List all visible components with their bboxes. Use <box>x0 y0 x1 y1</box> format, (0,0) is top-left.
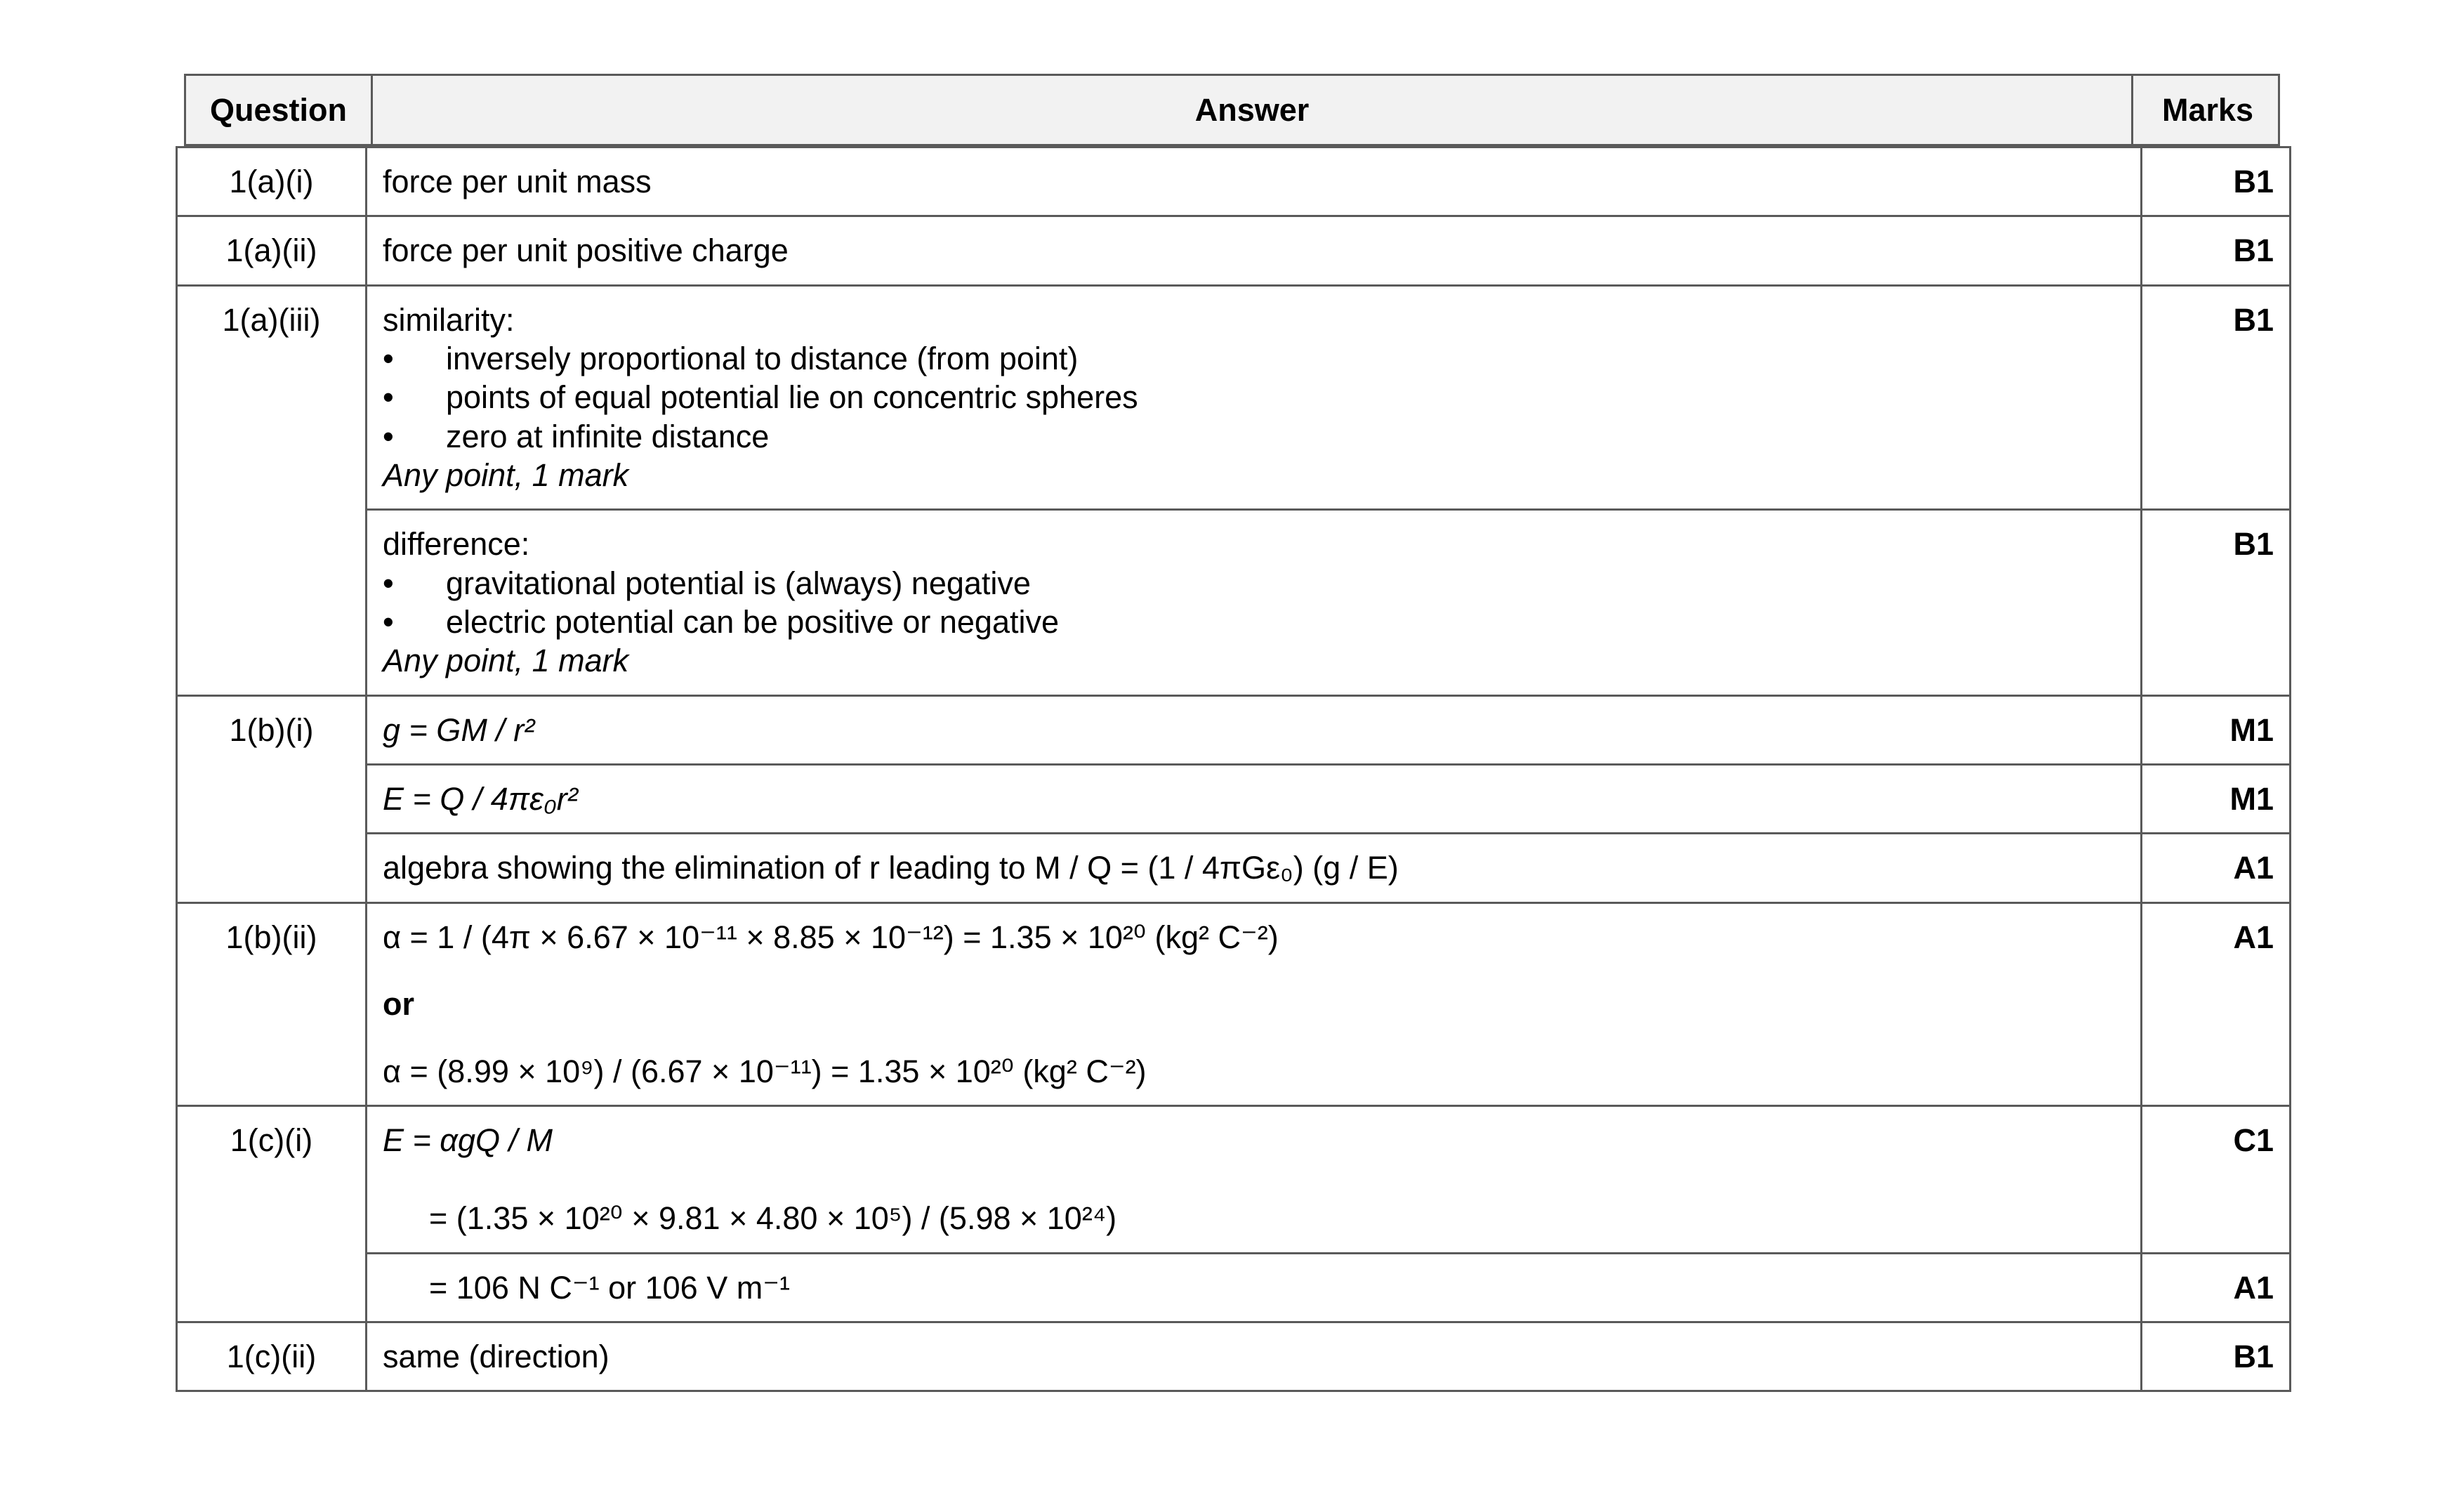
table-row <box>177 510 2291 695</box>
question-number: 1(a)(ii) <box>177 216 367 285</box>
table-row <box>177 834 2291 902</box>
question-number: 1(c)(ii) <box>177 1322 367 1391</box>
difference-title: difference: <box>383 526 530 563</box>
answer-cell <box>367 902 2142 1105</box>
answer-cell: same (direction) <box>367 1322 2142 1391</box>
marking-note: Any point, 1 mark <box>383 457 629 494</box>
equation-cell: g = GM / r² <box>367 695 2142 764</box>
table-header <box>184 74 2280 146</box>
list-item: • gravitational potential is (always) negative <box>383 565 1031 601</box>
table-row <box>177 765 2291 834</box>
question-number: 1(a)(iii) <box>177 285 367 695</box>
equation-cell: E = Q / 4πε₀r² <box>367 765 2142 834</box>
answer-cell <box>367 285 2142 510</box>
marks-column-header: Marks <box>2161 91 2254 128</box>
mark-cell: B1 <box>2142 510 2291 695</box>
answer-cell <box>367 1253 2142 1322</box>
question-column-header: Question <box>186 76 373 144</box>
mark-cell: C1 <box>2142 1105 2291 1253</box>
table-row <box>177 216 2291 285</box>
list-item: • inversely proportional to distance (from point) <box>383 341 1079 377</box>
question-number: 1(c)(i) <box>177 1105 367 1322</box>
mark-cell: A1 <box>2142 902 2291 1105</box>
calculation-line: α = 1 / (4π × 6.67 × 10⁻¹¹ × 8.85 × 10⁻¹²) = 1.35 × 10²⁰ (kg² C⁻²) <box>383 919 1279 955</box>
answer-cell <box>367 510 2142 695</box>
mark-scheme-table <box>176 146 2291 1392</box>
mark-cell: A1 <box>2142 834 2291 902</box>
list-item: • zero at infinite distance <box>383 418 770 454</box>
equation-line: E = αgQ / M <box>383 1122 553 1158</box>
table-row <box>177 1105 2291 1253</box>
mark-cell: B1 <box>2142 285 2291 510</box>
question-number: 1(a)(i) <box>177 147 367 216</box>
question-number: 1(b)(i) <box>177 695 367 902</box>
table-row <box>177 902 2291 1105</box>
mark-cell: M1 <box>2142 695 2291 764</box>
mark-cell: A1 <box>2142 1253 2291 1322</box>
marking-note: Any point, 1 mark <box>383 643 629 679</box>
similarity-title: similarity: <box>383 301 515 338</box>
question-number: 1(b)(ii) <box>177 902 367 1105</box>
mark-cell: B1 <box>2142 147 2291 216</box>
table-row <box>177 695 2291 764</box>
table-row <box>177 1253 2291 1322</box>
table-row <box>177 1322 2291 1391</box>
mark-cell: B1 <box>2142 1322 2291 1391</box>
answer-cell: force per unit mass <box>367 147 2142 216</box>
answer-cell <box>367 1105 2142 1253</box>
mark-cell: B1 <box>2142 216 2291 285</box>
calculation-line: α = (8.99 × 10⁹) / (6.67 × 10⁻¹¹) = 1.35 × 10²⁰ (kg² C⁻²) <box>383 1053 1147 1089</box>
table-row <box>177 285 2291 510</box>
answer-column-header: Answer <box>373 76 2133 144</box>
list-item: • points of equal potential lie on concentric spheres <box>383 379 1138 416</box>
calculation-line: = (1.35 × 10²⁰ × 9.81 × 4.80 × 10⁵) / (5.98 × 10²⁴) <box>429 1200 1117 1237</box>
result-line: = 106 N C⁻¹ or 106 V m⁻¹ <box>429 1269 790 1306</box>
answer-cell: algebra showing the elimination of r leading to M / Q = (1 / 4πGε₀) (g / E) <box>367 834 2142 902</box>
answer-cell: force per unit positive charge <box>367 216 2142 285</box>
list-item: • electric potential can be positive or negative <box>383 604 1060 641</box>
mark-cell: M1 <box>2142 765 2291 834</box>
or-separator: or <box>383 986 414 1023</box>
table-row <box>177 147 2291 216</box>
